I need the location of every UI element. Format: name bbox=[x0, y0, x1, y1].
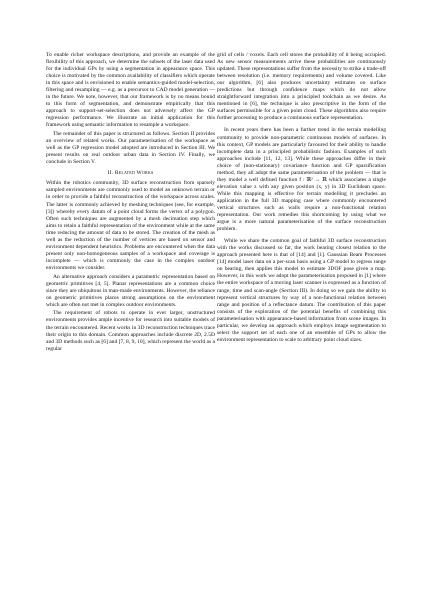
related-paragraph-terrain: The requirement of robots to operate in ever larger, unstructured environments provides ample incentive for research into suitable models of the terrain encountered. Recent works in 3D reconstruction techniques trace their origin to this domain. Common approaches include discrete 2D, 2.5D and 3D methods such as [6] and [7, 8, 9, 10], which represent the world as a regular bbox=[46, 310, 215, 352]
related-paragraph-grid-cells: grid of cells / voxels. Each cell stores the probability of it being occupied. As new sensor measurements arrive these probabilities are continuously updated. These representations suffer from the necessity to strike a trade-off between resolution (i.e. memory requirements) and volume covered. Like our algorithm, [6] also produces uncertainty estimates on surface predictions but through confidence maps which do not allow straightforward integration into a principled toolchain as we desire. As mentioned in [6], the technique is also prescriptive in the form of the surfaces permissible for a given point cloud. These algorithms also require further processing to produce a continuous surface representation. bbox=[217, 52, 386, 122]
related-paragraph-closest-work: While we share the common goal of faithful 3D surface reconstruction with the works discussed so far, the work bearing closest relation to the approach presented here is that of [14] and [1]. Gaussian Beam Processes [14] model laser data on a per-scan basis using a GP model to regress range on bearing, then applies this model to estimate 3DOF pose given a map. However, in this work we adopt the parameterisation proposed in [1] where the entire workspace of a moving laser scanner is expressed as a function of range, time and scan-angle (Section III). In doing so we gain the ability to represent vertical structures by way of a non-functional relation between range and position of a reflectance datum. The contribution of this paper consists of the exploration of the potential benefits of combining this parameterisation with appearance-based information from scene images. In particular, we develop an approach which employs image segmentation to select the support set of each one of an ensemble of GPs to allow the environment representation to scale to arbitrary point cloud sizes. bbox=[217, 238, 386, 343]
related-paragraph-meshing: Within the robotics community, 3D surface reconstruction from sparsely sampled environments are commonly used to model an unknown terrain or in order to provide a faithful reconstruction of the workspace across scales. The latter is commonly achieved by meshing techniques (see, for example, [3]) whereby every datum of a point cloud forms the vertex of a polygon. Often such techniques are augmented by a mesh decimation step which aims to retain a faithful representation of the environment while at the same time reducing the amount of data to be stored. The creation of the mesh as well as the reduction of the number of vertices are based on sensor and environment dependent heuristics. Problems are encountered when the data present only non-homogeneous samples of a workspace and coverage is incomplete — which is commonly the case in the complex outdoor environments we consider. bbox=[46, 180, 215, 271]
intro-paragraph-workspace: To enable richer workspace descriptions, and provide an example of the flexibility of this approach, we determine the subsets of the laser data used for the individual GPs by using a segmentation in appearance space. This choice is motivated by the common availability of classifiers which operate in this space and is envisioned to enable semantics-guided model-selection, filtering and resampling — e.g. as a precursor to CAD model generation — in the future. We note, however, that our framework is by no means bound to this form of segmentation, and demonstrate empirically that this approach to support-set-selection does not adversely affect the GP regression performance. We illustrate an initial application for this framework using semantic information to resample a workspace. bbox=[46, 52, 215, 129]
related-paragraph-primitives: An alternative approach considers a parametric representation based on geometric primitives [4, 5]. Planar representations are a common choice since they are ubiquitous in man-made environments. However, the reliance on geometric primitives places strong assumptions on the environment which are often not met in complex outdoor environments. bbox=[46, 273, 215, 308]
intro-paragraph-structure: The remainder of this paper is structured as follows. Section II provides an overview of related works. Our parameterisation of the workspace as well as the GP regression model adopted are introduced in Section III. We present results on real outdoor urban data in Section IV. Finally, we conclude in Section V. bbox=[46, 131, 215, 166]
left-column bbox=[46, 52, 215, 572]
right-column bbox=[217, 52, 386, 572]
section-heading-related-works: II. Related Works bbox=[107, 170, 154, 177]
related-paragraph-gp-models: In recent years there has been a further trend in the terrain modelling community to provide non-parametric continuous models of surfaces. In this context, GP models are particularly favoured for their ability to handle incomplete data in a principled probabilistic fashion. Examples of such approaches include [11, 12, 13]. While these approaches differ in their choice of (non-stationary) covariance function and GP sparsification method, they all adopt the same parameterisation of the problem — that is they model a well defined function f : ℝ² → ℝ which associates a single elevation value z with any given position (x, y) in 3D Euclidean space. While this mapping is effective for terrain modelling it precludes an application in the full 3D mapping case where commonly encountered vertical structures such as walls require a non-functional relation representation. Our work remedies this shortcoming by using what we argue is a more natural parameterisation of the surface reconstruction problem. bbox=[217, 127, 386, 233]
